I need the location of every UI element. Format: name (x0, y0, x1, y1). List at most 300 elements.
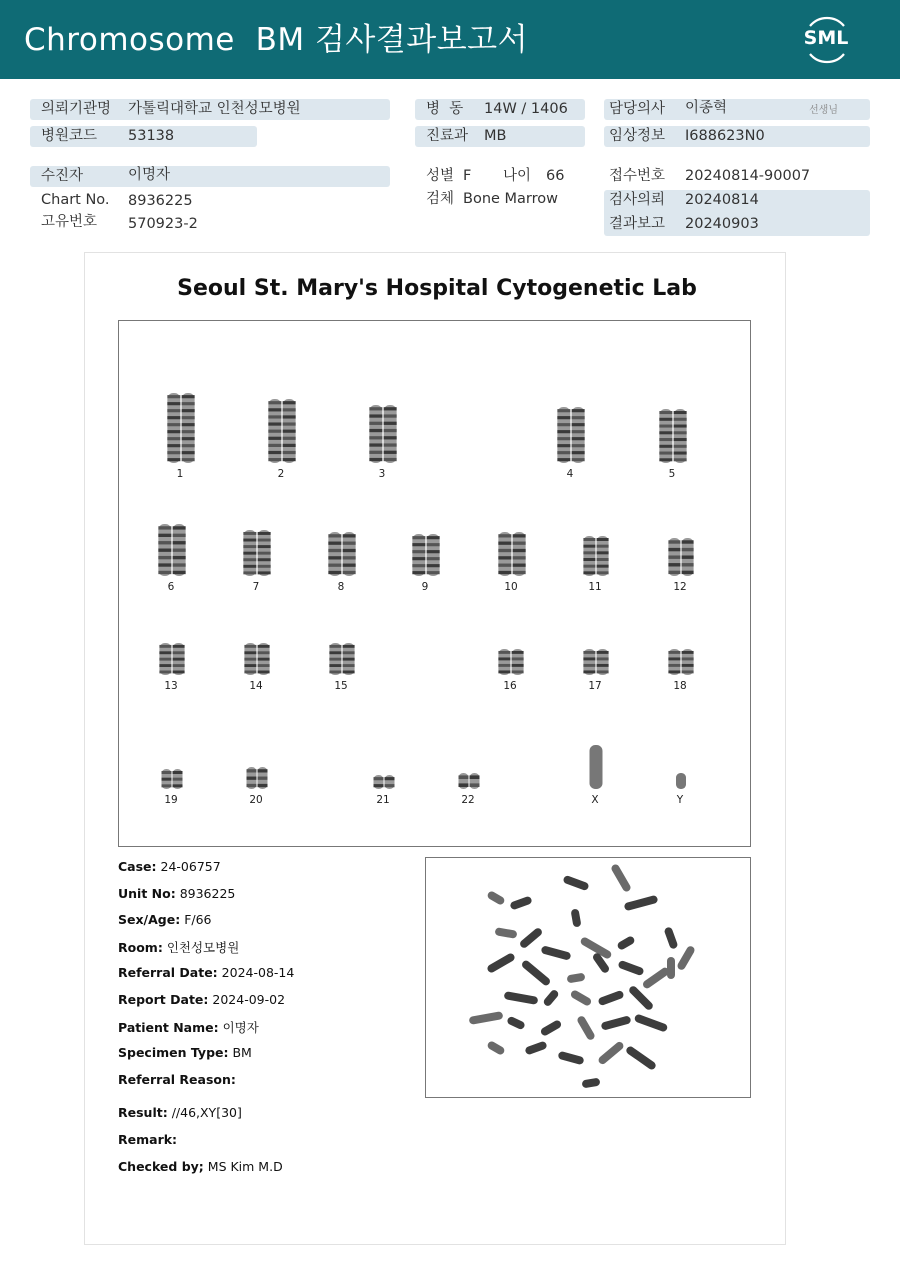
metaphase-chromosome (557, 1051, 584, 1065)
chromosome-band (329, 651, 341, 654)
metaphase-chromosome (570, 908, 581, 927)
unit-value: 8936225 (179, 886, 236, 901)
chromosome-band (258, 784, 268, 787)
remark-label: Remark: (118, 1132, 178, 1147)
metaphase-chromosome (676, 945, 696, 972)
chromosome-band (258, 658, 270, 661)
chromosome-band (258, 769, 268, 772)
institution-label: 의뢰기관명 (41, 101, 112, 117)
chromosome-band (173, 645, 185, 648)
case-label: Case: (118, 859, 157, 874)
report-date-value2: 2024-09-02 (212, 992, 286, 1007)
chromosome-band (158, 556, 171, 559)
metaphase-chromosome (616, 935, 636, 951)
chromosome-band (258, 571, 271, 574)
chromosome-band (258, 671, 270, 674)
chromosome (597, 536, 609, 576)
chromosome-band (283, 437, 296, 440)
chromosome-band (668, 540, 680, 543)
chromosome-pair-0 (167, 393, 194, 463)
chromosome-band (674, 431, 687, 434)
chromosome-pair-17 (668, 649, 693, 675)
chromosome-pair-5 (158, 524, 185, 576)
chromosome (557, 407, 570, 463)
chromosome-band (470, 783, 480, 787)
chromosome-band (498, 571, 511, 574)
chromosome-band (384, 429, 397, 432)
age-label: 나이 (503, 168, 532, 184)
chromosome-band (572, 451, 585, 454)
chromosome-label: 10 (504, 581, 518, 593)
chromosome-band (512, 670, 524, 673)
chromosome-band (498, 556, 511, 559)
chromosome-band (343, 651, 355, 654)
reception-no-value: 20240814-90007 (685, 168, 811, 184)
chromosome-band (258, 777, 268, 780)
chromosome-band (343, 645, 355, 648)
chromosome-band (159, 645, 171, 648)
chromosome-band (343, 549, 356, 552)
chromosome-band (374, 784, 384, 787)
result-label: Result: (118, 1105, 168, 1120)
chromosome-band (258, 645, 270, 648)
chromosome-band (244, 671, 256, 674)
chromosome-band (167, 458, 180, 461)
chromosome-band (659, 425, 672, 428)
chromosome-band (244, 651, 256, 654)
chromosome-label: 2 (277, 468, 285, 480)
chromosome-band (343, 564, 356, 567)
report-title: Chromosome BM 검사결과보고서 (24, 22, 529, 58)
chromosome-band (158, 563, 171, 566)
metaphase-chromosome (562, 875, 589, 891)
chromosome-band (513, 534, 526, 537)
chromosome-band (674, 418, 687, 421)
sex-chromosome-23 (676, 773, 686, 789)
chromosome-band (385, 777, 395, 780)
chromosome-band (162, 784, 172, 787)
chromosome-pair-3 (557, 407, 584, 463)
chromosome-band (167, 409, 180, 412)
request-date-label: 검사의뢰 (609, 192, 666, 208)
report-header (0, 0, 900, 79)
chromosome-pair-15 (498, 649, 523, 675)
chromosome-band (247, 777, 257, 780)
chromosome-pair-4 (659, 409, 686, 463)
chromosome-band (427, 536, 440, 539)
metaphase-chromosome (581, 1077, 600, 1088)
chromosome-band (597, 545, 609, 548)
chromosome-band (427, 557, 440, 560)
metaphase-chromosome (617, 960, 644, 976)
chromosome-pair-11 (668, 538, 693, 576)
unit-line (118, 886, 235, 901)
chromosome-band (597, 538, 609, 541)
chromosome-band (173, 556, 186, 559)
chromosome-band (283, 408, 296, 411)
chromosome-band (328, 549, 341, 552)
chromosome-pair-6 (243, 530, 270, 576)
chromosome-band (173, 534, 186, 537)
age-value: 66 (546, 168, 565, 184)
metaphase-chromosome (566, 972, 585, 983)
chromosome-band (167, 402, 180, 405)
chromosome-band (597, 670, 609, 673)
chromosome-band (283, 444, 296, 447)
chromosome-label: 6 (167, 581, 175, 593)
chromosome-label: 20 (249, 794, 263, 806)
chromosome (343, 532, 356, 576)
chromosome (590, 745, 603, 789)
chromosome-band (498, 549, 511, 552)
metaphase-chromosome (469, 1011, 504, 1025)
chromosome-band (343, 664, 355, 667)
logo-text: SML (803, 27, 849, 49)
chromosome-band (597, 651, 609, 654)
chromosome-pair-7 (328, 532, 355, 576)
chromosome-band (329, 664, 341, 667)
chromosome-band (343, 671, 355, 674)
report-date-label: 결과보고 (609, 216, 666, 232)
chromosome-band (572, 430, 585, 433)
unique-no-value: 570923-2 (128, 216, 198, 232)
chromosome-band (674, 411, 687, 414)
chromosome-band (328, 542, 341, 545)
patient-row-bg (30, 166, 390, 187)
chromosome-band (682, 651, 694, 654)
lab-title: Seoul St. Mary's Hospital Cytogenetic Lab (177, 276, 697, 301)
metaphase-chromosome (600, 1015, 631, 1030)
chromosome-band (668, 664, 680, 667)
chromosome-band (369, 429, 382, 432)
chromosome-band (247, 784, 257, 787)
chromosome-band (427, 550, 440, 553)
chromosome-band (674, 425, 687, 428)
chromosome-pair-2 (369, 405, 396, 463)
chromosome-band (182, 395, 195, 398)
chromosome (674, 409, 687, 463)
chromosome-band (173, 549, 186, 552)
chromosome-band (258, 532, 271, 535)
chromosome-band (557, 437, 570, 440)
chromosome-band (597, 565, 609, 568)
chromosome-band (674, 445, 687, 448)
chromosome-band (173, 771, 183, 774)
chromosome-band (243, 532, 256, 535)
metaphase-chromosome (504, 991, 539, 1005)
chromosome-band (470, 775, 480, 779)
chromosome-band (512, 657, 524, 660)
chromosome-band (498, 670, 510, 673)
chromosome-band (244, 658, 256, 661)
chromosome-band (173, 571, 186, 574)
department-label: 진료과 (426, 128, 469, 144)
chromosome-label: 16 (503, 680, 517, 692)
chromosome-band (557, 409, 570, 412)
chromosome (427, 534, 440, 576)
metaphase-chromosome (540, 945, 571, 960)
chromosome-band (659, 445, 672, 448)
room-value: 인천성모병원 (166, 940, 240, 955)
chromosome-band (668, 548, 680, 551)
chromosome-band (384, 407, 397, 410)
room-label: Room: (118, 940, 163, 955)
chromosome-band (557, 444, 570, 447)
metaphase-chromosome (506, 1016, 526, 1031)
chromosome-band (268, 415, 281, 418)
metaphase-chromosome (518, 927, 543, 950)
metaphase-chromosome (634, 1013, 669, 1032)
chromosome-band (159, 651, 171, 654)
chromosome-band (328, 564, 341, 567)
chromosome-band (283, 458, 296, 461)
chromosome-band (412, 550, 425, 553)
metaphase-chromosome (486, 952, 516, 974)
specimen-type-line (118, 1045, 252, 1060)
referral-reason-line (118, 1072, 236, 1087)
chromosome-pair-10 (583, 536, 608, 576)
clinical-info-label: 임상정보 (609, 128, 666, 144)
chromosome-pair-14 (329, 643, 354, 675)
chromosome-band (682, 670, 694, 673)
chromosome-band (167, 437, 180, 440)
chromosome-band (247, 769, 257, 772)
patient-value: 이명자 (128, 167, 171, 183)
chromosome-label: 8 (337, 581, 345, 593)
chromosome-band (158, 571, 171, 574)
patient-name-line (118, 1018, 259, 1036)
chromosome-band (583, 571, 595, 574)
chromosome-pair-19 (247, 767, 268, 789)
chromosome-band (385, 784, 395, 787)
chromosome-band (512, 651, 524, 654)
chromosome-band (173, 541, 186, 544)
chromosome-band (343, 571, 356, 574)
chromosome-band (682, 657, 694, 660)
chromosome-band (682, 664, 694, 667)
patient-label: 수진자 (41, 168, 84, 184)
chromosome-band (369, 407, 382, 410)
sexage-label: Sex/Age: (118, 912, 181, 927)
report-date-line (118, 992, 285, 1007)
chromosome-band (659, 438, 672, 441)
chromosome-band (158, 541, 171, 544)
chromosome-band (268, 408, 281, 411)
specimen-type-value: BM (232, 1045, 252, 1060)
referral-date-line (118, 965, 294, 980)
chromosome (412, 534, 425, 576)
chromosome-band (557, 458, 570, 461)
chromosome-band (513, 549, 526, 552)
chromosome-band (283, 415, 296, 418)
unit-label: Unit No: (118, 886, 176, 901)
referral-reason-label: Referral Reason: (118, 1072, 236, 1087)
chromosome-band (597, 558, 609, 561)
chromosome-band (583, 651, 595, 654)
chromosome-band (659, 431, 672, 434)
metaphase-chromosome (486, 1040, 506, 1056)
chromosome-band (159, 658, 171, 661)
chromosome-band (243, 545, 256, 548)
chromosome-band (343, 542, 356, 545)
chromosome-band (328, 571, 341, 574)
chromosome-band (513, 571, 526, 574)
chromosome-band (173, 526, 186, 529)
ward-value: 14W / 1406 (484, 101, 568, 117)
metaphase-chromosome (610, 863, 632, 893)
patient-name-value: 이명자 (222, 1020, 259, 1035)
chromosome-band (182, 409, 195, 412)
chromosome-band (158, 549, 171, 552)
metaphase-chromosome (524, 1040, 547, 1055)
metaphase-chromosome (624, 895, 659, 912)
chromosome-band (268, 458, 281, 461)
chromosome-band (258, 565, 271, 568)
chromosome-band (369, 451, 382, 454)
hospital-code-value: 53138 (128, 128, 175, 144)
chromosome-band (583, 551, 595, 554)
specimen-value: Bone Marrow (463, 191, 559, 207)
chromosome-band (572, 458, 585, 461)
chromosome-band (412, 571, 425, 574)
chromosome-label: 11 (588, 581, 602, 593)
chromosome-label: 13 (164, 680, 178, 692)
chromosome-band (258, 552, 271, 555)
chromosome-band (682, 571, 694, 574)
chromosome-label: 5 (668, 468, 676, 480)
hospital-code-label: 병원코드 (41, 128, 98, 144)
chart-no-value: 8936225 (128, 193, 193, 209)
metaphase-chromosome (628, 985, 655, 1012)
chromosome-pair-18 (162, 769, 183, 789)
result-value: //46,XY[30] (171, 1105, 242, 1120)
chromosome (572, 407, 585, 463)
chromosome-band (412, 543, 425, 546)
case-line (118, 859, 221, 874)
metaphase-chromosome (597, 990, 624, 1006)
chromosome-band (659, 452, 672, 455)
chromosome-band (668, 563, 680, 566)
room-line (118, 938, 239, 956)
chromosome-band (384, 451, 397, 454)
chromosome-band (668, 571, 680, 574)
chromosome-band (329, 671, 341, 674)
chromosome-band (583, 657, 595, 660)
chromosome-band (682, 555, 694, 558)
chromosome-band (682, 540, 694, 543)
metaphase-image (426, 858, 751, 1098)
chromosome-band (498, 657, 510, 660)
chromosome-band (557, 416, 570, 419)
chromosome-band (583, 545, 595, 548)
chromosome (369, 405, 382, 463)
chromosome-band (659, 458, 672, 461)
chromosome-label: 1 (176, 468, 184, 480)
chromosome-band (173, 784, 183, 787)
chromosome-label: 12 (673, 581, 687, 593)
chromosome-band (343, 556, 356, 559)
chromosome-band (682, 548, 694, 551)
chromosome-band (243, 539, 256, 542)
chromosome-pair-12 (159, 643, 184, 675)
chromosome-band (583, 538, 595, 541)
sex-value: F (463, 168, 472, 184)
chromosome-band (182, 444, 195, 447)
chromosome-band (243, 571, 256, 574)
chromosome-band (182, 402, 195, 405)
checked-line (118, 1159, 283, 1174)
chromosome-band (369, 414, 382, 417)
request-date-value: 20240814 (685, 192, 759, 208)
institution-value: 가톨릭대학교 인천성모병원 (128, 101, 301, 117)
chromosome-band (427, 564, 440, 567)
specimen-label: 검체 (426, 191, 455, 207)
unique-no-label: 고유번호 (41, 214, 98, 230)
metaphase-chromosome (576, 1015, 596, 1042)
case-value: 24-06757 (160, 859, 221, 874)
chromosome-band (674, 458, 687, 461)
chromosome-label: 22 (461, 794, 475, 806)
metaphase-panel (425, 857, 751, 1098)
metaphase-chromosome (539, 1019, 562, 1037)
chromosome-band (258, 651, 270, 654)
chromosome-band (159, 671, 171, 674)
metaphase-chromosome (520, 959, 551, 987)
chromosome-label: 4 (566, 468, 574, 480)
chromosome-band (557, 423, 570, 426)
chromosome-band (384, 436, 397, 439)
chromosome-band (459, 775, 469, 779)
chromosome-band (328, 534, 341, 537)
chromosome-band (668, 670, 680, 673)
chromosome-band (583, 565, 595, 568)
chromosome (583, 536, 595, 576)
chromosome-band (328, 556, 341, 559)
metaphase-chromosome (486, 890, 506, 906)
chromosome-band (597, 657, 609, 660)
chromosome-band (498, 651, 510, 654)
reception-no-label: 접수번호 (609, 168, 666, 184)
chromosome-band (668, 657, 680, 660)
chromosome-label: X (591, 794, 599, 806)
chromosome-band (369, 458, 382, 461)
chromosome-band (283, 451, 296, 454)
chromosome-band (268, 430, 281, 433)
chromosome-band (597, 551, 609, 554)
chromosome-band (283, 430, 296, 433)
chromosome-band (427, 543, 440, 546)
chromosome-band (167, 423, 180, 426)
chromosome-band (243, 565, 256, 568)
chromosome-label: 21 (376, 794, 390, 806)
chromosome-band (173, 778, 183, 781)
chromosome-band (173, 664, 185, 667)
chromosome-band (268, 437, 281, 440)
chart-no-label: Chart No. (41, 192, 110, 208)
chromosome-label: 19 (164, 794, 178, 806)
chromosome-band (243, 552, 256, 555)
sex-label: 성별 (426, 168, 455, 184)
chromosome-band (572, 444, 585, 447)
metaphase-chromosome (569, 989, 592, 1007)
chromosome-band (329, 645, 341, 648)
chromosome-pair-20 (374, 775, 395, 789)
sex-chromosome-22 (590, 745, 603, 789)
chromosome-band (268, 444, 281, 447)
specimen-type-label: Specimen Type: (118, 1045, 229, 1060)
chromosome-band (173, 671, 185, 674)
chromosome-label: 15 (334, 680, 348, 692)
